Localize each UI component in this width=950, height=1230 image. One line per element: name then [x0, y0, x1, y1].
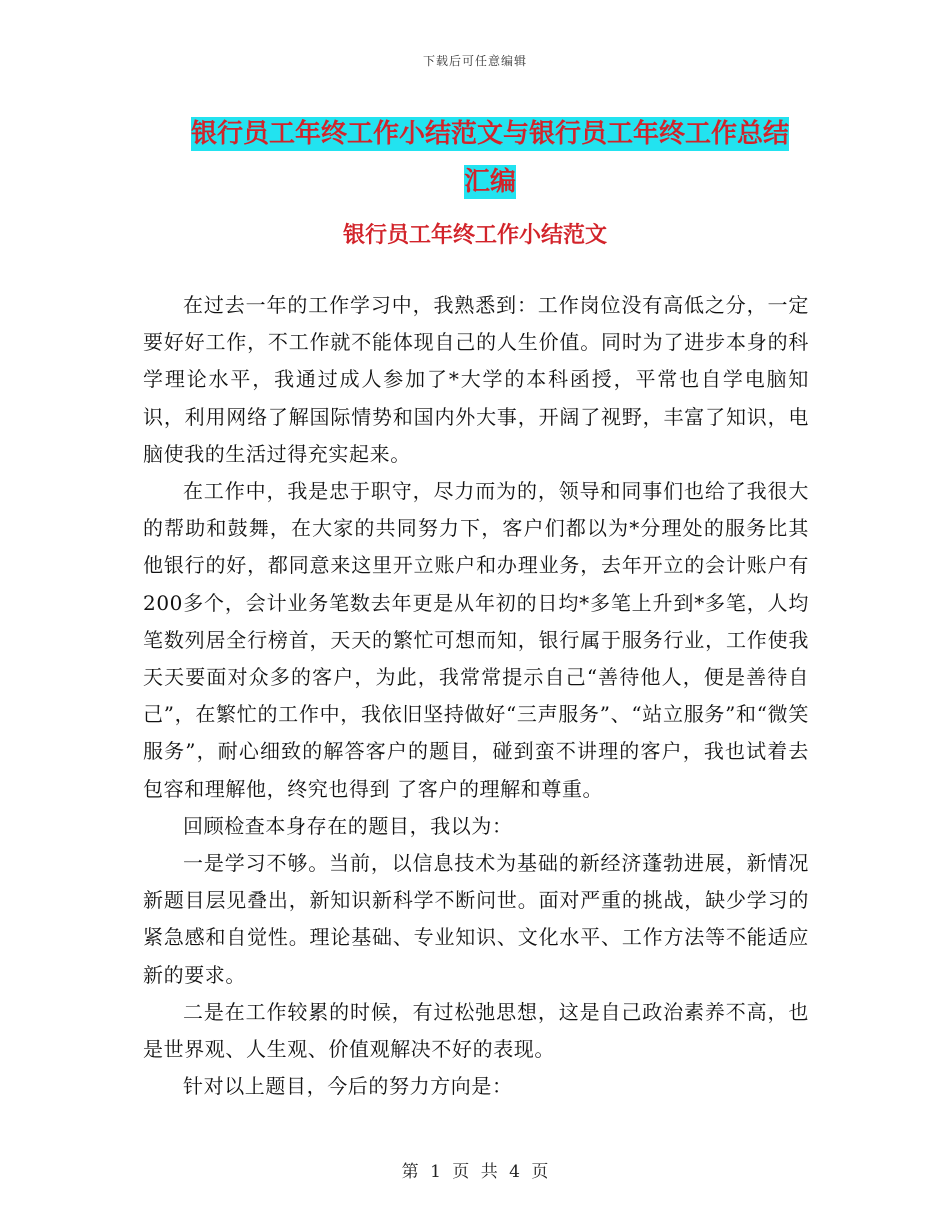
paragraph: 针对以上题目，今后的努力方向是：: [183, 1074, 513, 1099]
title-line-1: 银行员工年终工作小结范文与银行员工年终工作总结: [190, 119, 789, 149]
paragraph: 在工作中，我是忠于职守，尽力而为的，领导和同事们也给了我很大的帮助和鼓舞，在大家的共同努力下，客户们都以为*分理处的服务比其他银行的好，都同意来这里开立账户和办理业务，去年开立的会计账户有200多个，会计业务笔数去年更是从年初的日均*多笔上升到*多笔，人均笔数列居全行榜首，天天的繁忙可想而知，银行属于服务行业，工作使我天天要面对众多的客户，为此，我常常提示自己“善待他人，便是善待自己”，在繁忙的工作中，我依旧坚持做好“三声服务”、“站立服务”和“微笑服务”，耐心细致的解答客户的题目，碰到蛮不讲理的客户，我也试着去包容和理解他，终究也得到 了客户的理解和尊重。: [143, 479, 809, 801]
paragraph: 一是学习不够。当前，以信息技术为基础的新经济蓬勃进展，新情况新题目层见叠出，新知识新科学不断问世。面对严重的挑战，缺少学习的紧急感和自觉性。理论基础、专业知识、文化水平、工作方法等不能适应新的要求。: [143, 851, 809, 987]
title-line-2: 汇编: [463, 167, 516, 197]
page-number-footer: 第 1 页 共 4 页: [401, 1162, 549, 1182]
document-title: [140, 110, 840, 206]
header-note: 下载后可任意编辑: [422, 54, 527, 68]
paragraph: 在过去一年的工作学习中，我熟悉到：工作岗位没有高低之分，一定要好好工作，不工作就不能体现自己的人生价值。同时为了进步本身的科学理论水平，我通过成人参加了*大学的本科函授，平常也自学电脑知识，利用网络了解国际情势和国内外大事，开阔了视野，丰富了知识，电脑使我的生活过得充实起来。: [143, 293, 809, 466]
section-title: 银行员工年终工作小结范文: [342, 223, 607, 248]
document-body: [143, 287, 809, 1105]
paragraph: 回顾检查本身存在的题目，我以为：: [183, 813, 513, 838]
paragraph: 二是在工作较累的时候，有过松弛思想，这是自己政治素养不高，也是世界观、人生观、价值观解决不好的表现。: [143, 999, 809, 1062]
